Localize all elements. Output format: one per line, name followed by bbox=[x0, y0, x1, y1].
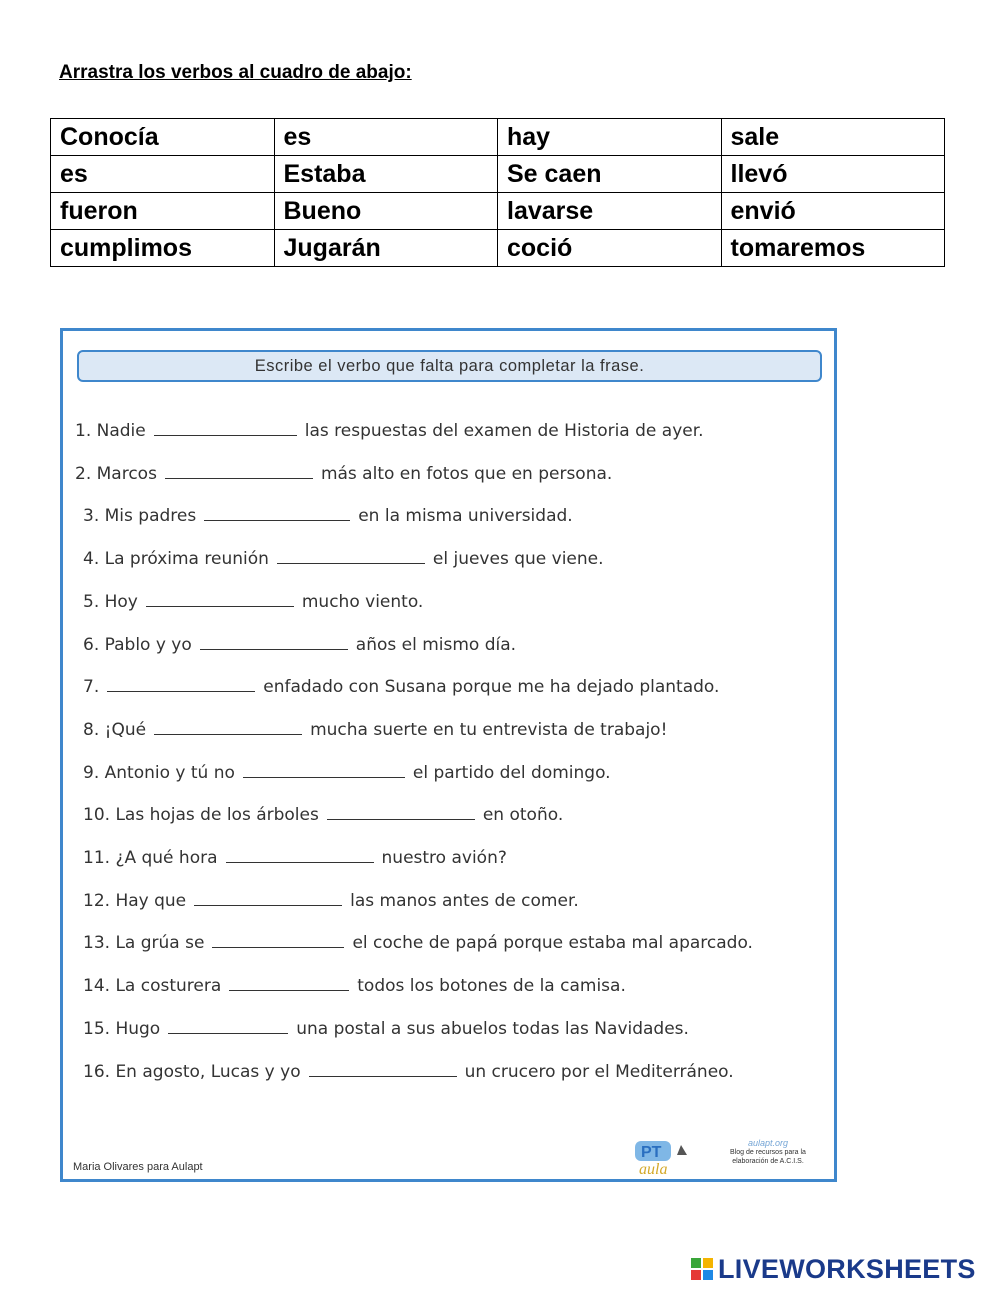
sentence-after: mucho viento. bbox=[301, 591, 424, 612]
sentence-10 bbox=[83, 805, 563, 825]
worksheet-header: Escribe el verbo que falta para completar la frase. bbox=[77, 350, 822, 382]
verb-row bbox=[51, 193, 945, 230]
verb-cell[interactable]: es bbox=[51, 156, 275, 193]
logo-caption bbox=[713, 1139, 823, 1166]
verb-cell[interactable]: fueron bbox=[51, 193, 275, 230]
sentence-after: el jueves que viene. bbox=[432, 549, 604, 570]
answer-blank[interactable] bbox=[154, 720, 302, 735]
answer-blank[interactable] bbox=[212, 933, 344, 948]
sentence-before: 14. La costurera bbox=[83, 976, 222, 997]
verb-cell[interactable]: Bueno bbox=[274, 193, 498, 230]
sentence-14 bbox=[83, 976, 626, 996]
sentence-2 bbox=[75, 464, 612, 484]
answer-blank[interactable] bbox=[146, 592, 294, 607]
sentence-before: 5. Hoy bbox=[83, 591, 138, 612]
verb-cell[interactable]: lavarse bbox=[498, 193, 722, 230]
sentence-after: el coche de papá porque estaba mal aparcado. bbox=[352, 933, 753, 954]
answer-blank[interactable] bbox=[200, 635, 348, 650]
verb-row bbox=[51, 156, 945, 193]
sentence-1 bbox=[75, 421, 704, 441]
verb-row bbox=[51, 230, 945, 267]
answer-blank[interactable] bbox=[309, 1062, 457, 1077]
sentence-before: 2. Marcos bbox=[75, 463, 157, 484]
sentence-3 bbox=[83, 506, 573, 526]
answer-blank[interactable] bbox=[168, 1019, 288, 1034]
sentence-before: 4. La próxima reunión bbox=[83, 549, 269, 570]
verb-row bbox=[51, 119, 945, 156]
answer-blank[interactable] bbox=[229, 976, 349, 991]
sentence-after: nuestro avión? bbox=[381, 848, 507, 868]
sentence-9 bbox=[83, 763, 611, 783]
answer-blank[interactable] bbox=[327, 805, 475, 820]
verb-cell[interactable]: sale bbox=[721, 119, 945, 156]
logo-square bbox=[702, 1257, 714, 1269]
sentence-8 bbox=[83, 720, 667, 740]
verb-cell[interactable]: es bbox=[274, 119, 498, 156]
verb-cell[interactable]: hay bbox=[498, 119, 722, 156]
sentence-before: 10. Las hojas de los árboles bbox=[83, 805, 319, 826]
sentence-before: 12. Hay que bbox=[83, 890, 187, 911]
sentence-after: en la misma universidad. bbox=[358, 506, 573, 527]
logo-pt: PT bbox=[641, 1144, 662, 1161]
sentence-before: 15. Hugo bbox=[83, 1018, 161, 1039]
logo-site: aulapt.org bbox=[747, 1138, 789, 1148]
sentence-before: 1. Nadie bbox=[75, 421, 146, 441]
answer-blank[interactable] bbox=[243, 763, 405, 778]
instruction-heading: Arrastra los verbos al cuadro de abajo: bbox=[59, 62, 412, 83]
verb-cell[interactable]: envió bbox=[721, 193, 945, 230]
sentence-5 bbox=[83, 592, 423, 612]
sentence-before: 11. ¿A qué hora bbox=[83, 848, 218, 868]
sentence-7 bbox=[83, 677, 719, 697]
logo-aula: aula bbox=[639, 1161, 668, 1177]
sentence-before: 9. Antonio y tú no bbox=[83, 762, 235, 783]
answer-blank[interactable] bbox=[194, 891, 342, 906]
verb-cell[interactable]: Conocía bbox=[51, 119, 275, 156]
worksheet-card bbox=[60, 328, 837, 1182]
sentence-before: 3. Mis padres bbox=[83, 506, 197, 527]
verb-table bbox=[50, 118, 945, 267]
verb-cell[interactable]: cumplimos bbox=[51, 230, 275, 267]
sentence-before: 7. bbox=[83, 677, 100, 698]
verb-cell[interactable]: coció bbox=[498, 230, 722, 267]
answer-blank[interactable] bbox=[154, 421, 297, 436]
sentence-after: una postal a sus abuelos todas las Navidades. bbox=[296, 1018, 689, 1039]
sentence-after: un crucero por el Mediterráneo. bbox=[464, 1061, 734, 1082]
answer-blank[interactable] bbox=[204, 506, 350, 521]
answer-blank[interactable] bbox=[226, 848, 374, 863]
sentence-after: en otoño. bbox=[482, 805, 564, 826]
logo-square bbox=[702, 1269, 714, 1281]
logo-tagline: Blog de recursos para la elaboración de A.C.I.S. bbox=[730, 1149, 806, 1165]
sentence-6 bbox=[83, 635, 516, 655]
sentence-before: 6. Pablo y yo bbox=[83, 634, 192, 655]
verb-cell[interactable]: Jugarán bbox=[274, 230, 498, 267]
liveworksheets-logo-icon bbox=[690, 1257, 714, 1281]
sentence-12 bbox=[83, 891, 579, 911]
answer-blank[interactable] bbox=[165, 464, 313, 479]
sentence-before: 16. En agosto, Lucas y yo bbox=[83, 1061, 301, 1082]
sentence-after: las manos antes de comer. bbox=[350, 890, 579, 911]
sentence-after: las respuestas del examen de Historia de ayer. bbox=[304, 421, 704, 441]
sentence-after: todos los botones de la camisa. bbox=[357, 976, 626, 997]
verb-cell[interactable]: Estaba bbox=[274, 156, 498, 193]
verb-cell[interactable]: tomaremos bbox=[721, 230, 945, 267]
sentence-before: 8. ¡Qué bbox=[83, 719, 147, 740]
logo-square bbox=[690, 1257, 702, 1269]
logo-square bbox=[690, 1269, 702, 1281]
sentence-11 bbox=[83, 848, 507, 868]
credit-text: Maria Olivares para Aulapt bbox=[73, 1161, 203, 1173]
verb-cell[interactable]: llevó bbox=[721, 156, 945, 193]
sentence-after: el partido del domingo. bbox=[412, 762, 611, 783]
sentence-before: 13. La grúa se bbox=[83, 933, 205, 954]
sentence-after: más alto en fotos que en persona. bbox=[320, 463, 613, 484]
sentence-after: años el mismo día. bbox=[355, 634, 517, 655]
aulapt-logo-icon bbox=[633, 1139, 703, 1177]
verb-cell[interactable]: Se caen bbox=[498, 156, 722, 193]
sentence-after: enfadado con Susana porque me ha dejado plantado. bbox=[263, 677, 720, 698]
sentence-after: mucha suerte en tu entrevista de trabajo! bbox=[310, 719, 668, 740]
sentence-16 bbox=[83, 1062, 734, 1082]
answer-blank[interactable] bbox=[277, 549, 425, 564]
liveworksheets-brand[interactable] bbox=[690, 1253, 976, 1285]
answer-blank[interactable] bbox=[107, 677, 255, 692]
sentence-15 bbox=[83, 1019, 689, 1039]
liveworksheets-wordmark: LIVEWORKSHEETS bbox=[718, 1253, 976, 1284]
sentence-13 bbox=[83, 933, 753, 953]
sentence-4 bbox=[83, 549, 604, 569]
